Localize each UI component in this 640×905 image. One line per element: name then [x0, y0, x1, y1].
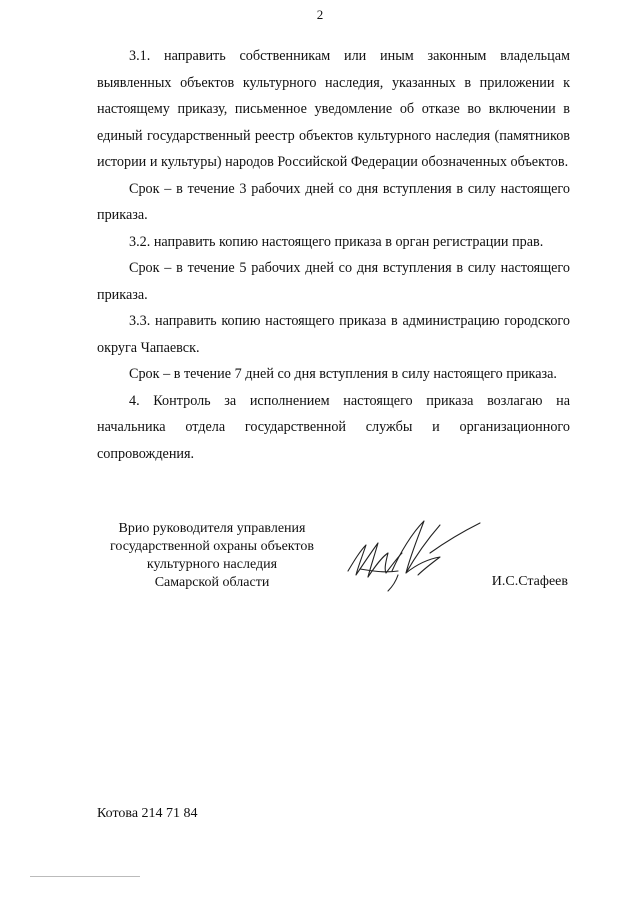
footer-divider	[30, 876, 140, 877]
deadline-3-3: Срок – в течение 7 дней со дня вступления в силу настоящего приказа.	[129, 366, 557, 382]
signatory-title	[97, 520, 327, 592]
item-3-1-first-line: 3.1. направить собственникам или иным законным владельцам	[129, 48, 570, 64]
signatory-title-line: Самарской области	[154, 575, 270, 590]
page-number: 2	[316, 7, 324, 22]
signatory-name: И.С.Стафеев	[491, 574, 568, 589]
item-3-2-text: 3.2. направить копию настоящего приказа в орган регистрации прав.	[129, 233, 544, 250]
document-body	[97, 43, 570, 467]
signatory-title-line: культурного наследия	[146, 557, 278, 572]
item-4-text: 4. Контроль за исполнением настоящего приказа возлагаю на начальника отдела государственной службы и организационного сопровождения.	[97, 392, 570, 462]
item-3-1-text: выявленных объектов культурного наследия, указанных в приложении к настоящему приказу, письменное уведомление об отказе во включении в единый государственный реестр объектов культурного наследия (памятников истории и культуры) народов Российской Федерации обозначенных объектов.	[97, 74, 570, 170]
signatory-title-line: Врио руководителя управления	[118, 521, 306, 536]
executor-contact: Котова 214 71 84	[97, 806, 198, 821]
handwritten-signature	[340, 513, 490, 593]
deadline-3-2: Срок – в течение 5 рабочих дней со дня вступления в силу настоящего приказа.	[97, 260, 570, 303]
deadline-3-1: Срок – в течение 3 рабочих дней со дня вступления в силу настоящего приказа.	[97, 180, 570, 223]
item-3-3-text: 3.3. направить копию настоящего приказа в администрацию городского округа Чапаевск.	[97, 313, 570, 356]
signatory-title-line: государственной охраны объектов	[110, 539, 314, 554]
